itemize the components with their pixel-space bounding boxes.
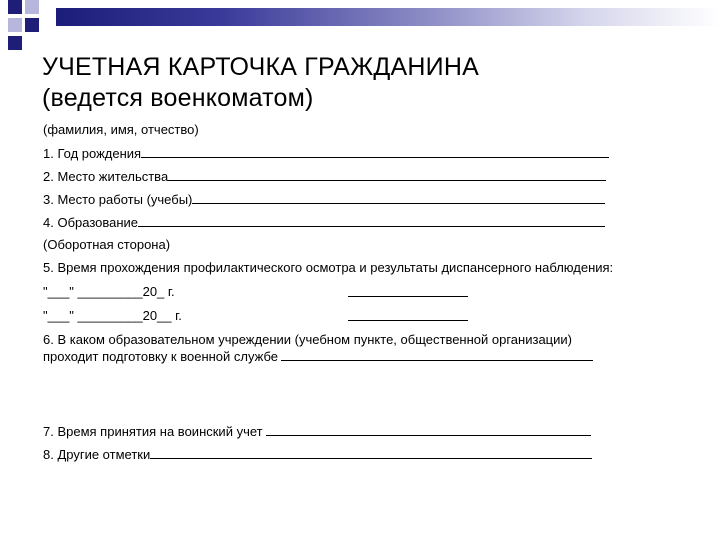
field-label: 7. Время принятия на воинский учет <box>43 424 263 439</box>
decor-square <box>25 0 39 14</box>
field-label: проходит подготовку к военной службе <box>43 349 279 364</box>
date-text: "___" _________20__ г. <box>43 308 182 323</box>
slide-title <box>42 52 479 114</box>
fill-line <box>266 423 591 436</box>
form-row-other-notes <box>43 446 592 462</box>
header-gradient-band <box>56 8 720 26</box>
field-label: 2. Место жительства <box>43 169 169 184</box>
form-row-work <box>43 191 605 207</box>
form-row-residence <box>43 168 606 184</box>
field-label: 1. Год рождения <box>43 146 142 161</box>
form-row-education <box>43 214 605 230</box>
fill-line <box>281 348 593 361</box>
fill-line <box>168 168 606 181</box>
field-label: 8. Другие отметки <box>43 447 151 462</box>
form-row-registration-time <box>43 423 591 439</box>
fill-line <box>138 214 605 227</box>
field-label: 3. Место работы (учебы) <box>43 192 193 207</box>
form-row-institution: 6. В каком образовательном учреждении (учебном пункте, общественной организации) <box>43 332 572 347</box>
signature-line <box>348 308 468 321</box>
decor-square <box>25 18 39 32</box>
form-row-medical: 5. Время прохождения профилактического осмотра и результаты диспансерного наблюдения: <box>43 260 614 275</box>
form-row-birth-year <box>43 145 609 161</box>
decor-square <box>8 18 22 32</box>
field-label: 4. Образование <box>43 215 139 230</box>
title-line-2: (ведется военкоматом) <box>42 84 314 112</box>
fill-line <box>192 191 605 204</box>
date-text: "___" _________20_ г. <box>43 284 175 299</box>
fill-line <box>150 446 592 459</box>
fill-line <box>141 145 609 158</box>
reverse-side-label: (Оборотная сторона) <box>43 237 171 252</box>
form-row-institution-cont <box>43 348 593 364</box>
decor-square <box>8 36 22 50</box>
title-line-1: УЧЕТНАЯ КАРТОЧКА ГРАЖДАНИНА <box>42 53 479 81</box>
date-row-2 <box>43 308 182 323</box>
signature-line <box>348 284 468 297</box>
fio-label: (фамилия, имя, отчество) <box>43 122 199 137</box>
date-row-1 <box>43 284 175 299</box>
decor-square <box>8 0 22 14</box>
